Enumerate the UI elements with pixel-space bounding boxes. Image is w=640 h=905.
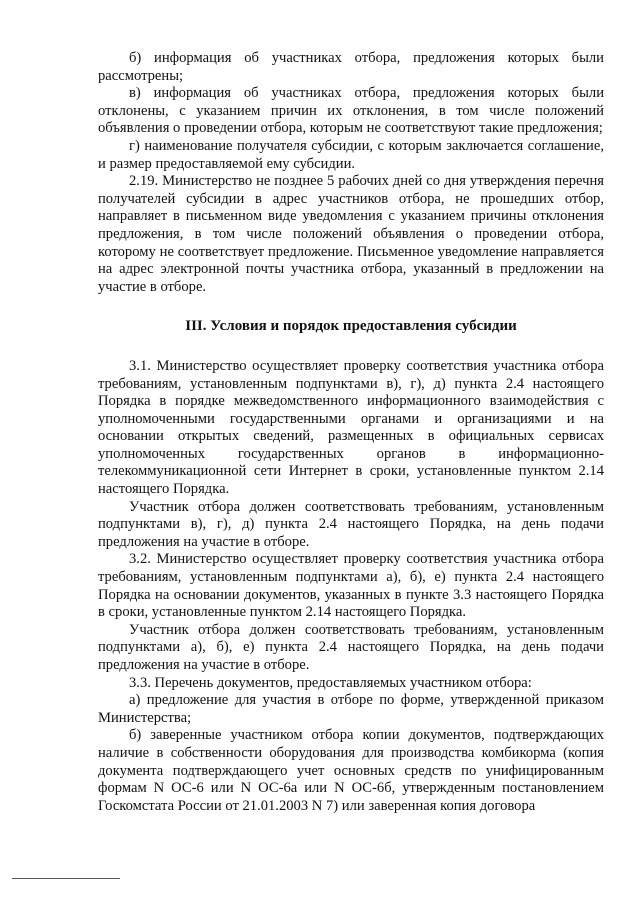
paragraph-3-2-requirement: Участник отбора должен соответствовать требованиям, установленным подпунктами а), б), е) пункта 2.4 настоящего Порядка, на день подачи предложения на участие в отборе.	[98, 621, 604, 673]
paragraph-3-3-a: а) предложение для участия в отборе по форме, утвержденной приказом Министерства;	[98, 692, 604, 726]
paragraph-3-1: 3.1. Министерство осуществляет проверку соответствия участника отбора требованиям, установленным подпунктами в), г), д) пункта 2.4 настоящего Порядка в порядке межведомственного информационного взаимодействия с уполномоченными государственными органами и организациями и на основании открытых сведений, размещенных в официальных сервисах уполномоченных государственных органов в информационно-телекоммуникационной сети Интернет в сроки, установленные пунктом 2.14 настоящего Порядка.	[98, 357, 604, 498]
paragraph-item-v: в) информация об участниках отбора, предложения которых были отклонены, с указанием причин их отклонения, в том числе положений объявления о проведении отбора, которым не соответствуют такие предложения;	[98, 85, 604, 137]
paragraph-3-1-requirement: Участник отбора должен соответствовать требованиям, установленным подпунктами в), г), д) пункта 2.4 настоящего Порядка, на день подачи предложения на участие в отборе.	[98, 498, 604, 550]
paragraph-3-3: 3.3. Перечень документов, предоставляемых участником отбора:	[129, 674, 532, 691]
paragraph-item-b: б) информация об участниках отбора, предложения которых были рассмотрены;	[98, 50, 604, 84]
section-heading: III. Условия и порядок предоставления субсидии	[185, 318, 517, 335]
paragraph-2-19: 2.19. Министерство не позднее 5 рабочих дней со дня утверждения перечня получателей субсидии в адрес участников отбора, не прошедших отбор, направляет в письменном виде уведомления с указанием причины отклонения предложения, в том числе положений объявления о проведении отбора, которому не соответствует предложение. Письменное уведомление направляется на адрес электронной почты участника отбора, указанный в предложении на участие в отборе.	[98, 173, 604, 295]
paragraph-3-3-b: б) заверенные участником отбора копии документов, подтверждающих наличие в собственности оборудования для производства комбикорма (копия документа подтверждающего учет основных средств по унифицированным формам N ОС-6 или N ОС-6а или N ОС-6б, утвержденным постановлением Госкомстата России от 21.01.2003 N 7) или заверенная копия договора	[98, 727, 604, 814]
paragraph-item-g: г) наименование получателя субсидии, с которым заключается соглашение, и размер предоставляемой ему субсидии.	[98, 137, 604, 172]
footer-divider	[12, 878, 120, 879]
document-body	[98, 50, 604, 815]
paragraph-3-2: 3.2. Министерство осуществляет проверку соответствия участника отбора требованиям, установленным подпунктами а), б), е) пункта 2.4 настоящего Порядка на основании документов, указанных в пункте 3.3 настоящего Порядка в сроки, установленные пунктом 2.14 настоящего Порядка.	[98, 551, 604, 621]
